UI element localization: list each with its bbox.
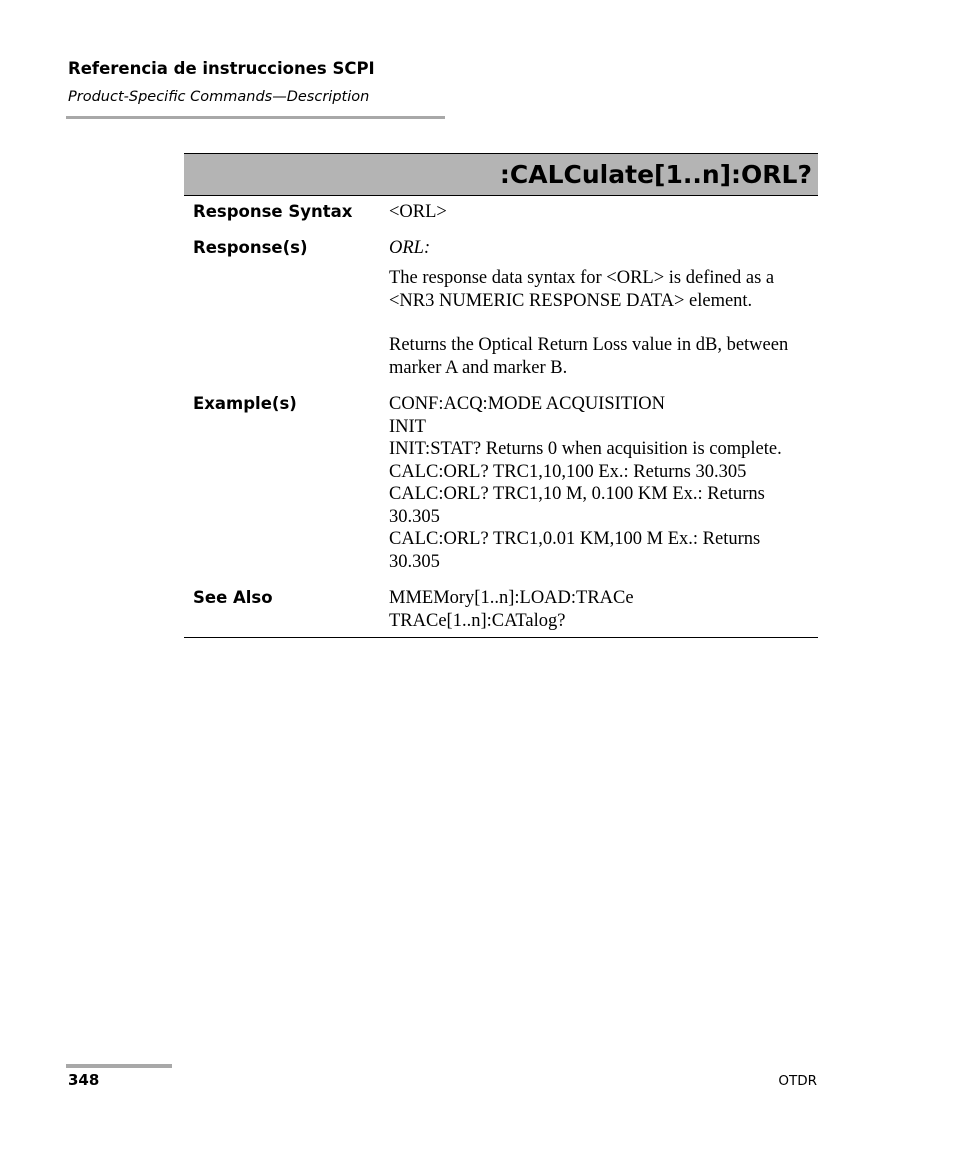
running-header-subtitle: Product-Specific Commands—Description xyxy=(68,89,370,105)
responses-row xyxy=(184,237,818,380)
running-header xyxy=(68,58,448,107)
page-number: 348 xyxy=(68,1071,100,1089)
response-syntax-row xyxy=(184,201,818,224)
command-table xyxy=(184,153,818,638)
running-header-title: Referencia de instrucciones SCPI xyxy=(68,59,375,78)
response-description: The response data syntax for <ORL> is defined as a <NR3 NUMERIC RESPONSE DATA> element. xyxy=(389,268,775,311)
example-line: INIT:STAT? Returns 0 when acquisition is complete. xyxy=(389,439,782,459)
command-title: :CALCulate[1..n]:ORL? xyxy=(184,153,818,196)
response-param-name: ORL: xyxy=(389,237,431,258)
examples-row xyxy=(184,393,818,573)
response-description-2: Returns the Optical Return Loss value in dB, between marker A and marker B. xyxy=(389,335,789,378)
responses-label: Response(s) xyxy=(193,237,308,257)
response-syntax-value: <ORL> xyxy=(389,202,447,222)
example-line: CALC:ORL? TRC1,10 M, 0.100 KM Ex.: Returns 30.305 xyxy=(389,484,765,527)
table-bottom-rule xyxy=(184,637,818,638)
see-also-label: See Also xyxy=(193,588,273,607)
example-line: CALC:ORL? TRC1,10,100 Ex.: Returns 30.305 xyxy=(389,461,747,482)
examples-label: Example(s) xyxy=(193,394,297,413)
see-also-link[interactable]: MMEMory[1..n]:LOAD:TRACe xyxy=(389,588,634,608)
example-line: INIT xyxy=(389,416,426,437)
example-line: CONF:ACQ:MODE ACQUISITION xyxy=(389,394,665,414)
see-also-row xyxy=(184,587,818,632)
product-name: OTDR xyxy=(778,1073,817,1089)
footer-rule xyxy=(66,1064,172,1068)
header-rule xyxy=(66,116,445,119)
see-also-link[interactable]: TRACe[1..n]:CATalog? xyxy=(389,610,566,631)
example-line: CALC:ORL? TRC1,0.01 KM,100 M Ex.: Returns 30.305 xyxy=(389,529,761,572)
response-syntax-label: Response Syntax xyxy=(193,202,353,221)
